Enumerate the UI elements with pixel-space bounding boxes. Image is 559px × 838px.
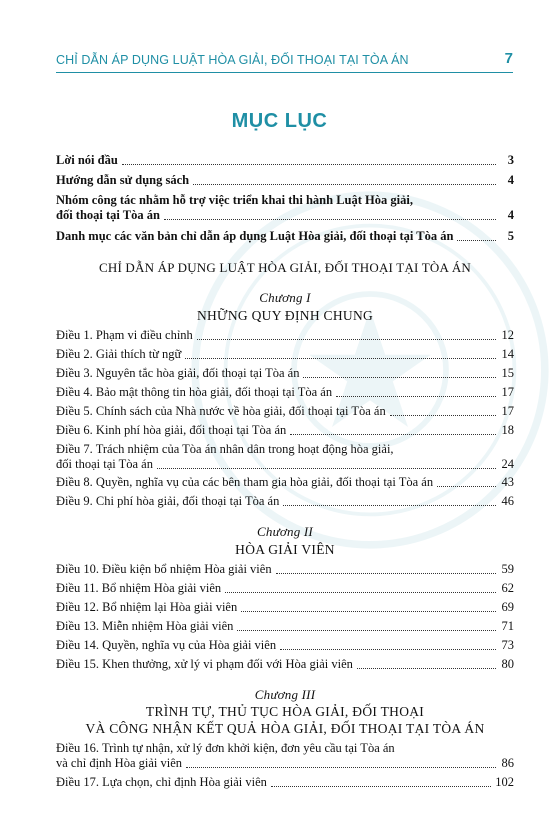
toc-entry-page: 17 <box>501 385 514 399</box>
toc-entry-text: Điều 3. Nguyên tắc hòa giải, đối thoại tại Tòa án <box>56 366 300 380</box>
toc-entry[interactable] <box>56 328 514 343</box>
toc-entry-text-line1: Điều 16. Trình tự nhận, xử lý đơn khởi kiện, đơn yêu cầu tại Tòa án <box>56 741 395 755</box>
dot-leader <box>122 164 496 165</box>
dot-leader <box>303 377 496 378</box>
toc-entry-page: 71 <box>501 619 514 633</box>
dot-leader <box>457 240 496 241</box>
toc-entry[interactable] <box>56 619 514 634</box>
toc-entry-page: 46 <box>501 494 514 508</box>
toc-entry-page: 102 <box>495 775 514 789</box>
toc-entry-text: Hướng dẫn sử dụng sách <box>56 173 190 187</box>
toc-title: MỤC LỤC <box>231 110 328 132</box>
dot-leader <box>437 486 496 487</box>
toc-entry-text: Điều 6. Kinh phí hòa giải, đối thoại tại Tòa án <box>56 423 287 437</box>
dot-leader <box>237 630 496 631</box>
toc-entry[interactable] <box>56 741 514 771</box>
toc-entry-page: 18 <box>501 423 514 437</box>
toc-entry-text: đối thoại tại Tòa án <box>56 208 160 222</box>
page-number: 7 <box>504 50 513 67</box>
toc-entry-text: Điều 15. Khen thưởng, xử lý vi phạm đối với Hòa giải viên <box>56 657 353 671</box>
toc-entry[interactable] <box>56 423 514 438</box>
toc-entry[interactable] <box>56 347 514 362</box>
dot-leader <box>157 468 496 469</box>
toc-entry-text: Điều 2. Giải thích từ ngữ <box>56 347 182 361</box>
toc-entry-page: 73 <box>501 638 514 652</box>
toc-entry[interactable] <box>56 562 514 577</box>
toc-entry-text: Điều 11. Bổ nhiệm Hòa giải viên <box>56 581 222 595</box>
toc-entry-text: Điều 17. Lựa chọn, chỉ định Hòa giải viên <box>56 775 267 789</box>
toc-entry[interactable] <box>56 494 514 509</box>
toc-entry-page: 14 <box>501 347 514 361</box>
dot-leader <box>336 396 496 397</box>
toc-entry-page: 17 <box>501 404 514 418</box>
dot-leader <box>197 339 496 340</box>
toc-entry-page: 15 <box>501 366 514 380</box>
dot-leader <box>164 219 496 220</box>
toc-entry[interactable] <box>56 366 514 381</box>
toc-entry-page: 5 <box>507 229 514 243</box>
dot-leader <box>280 649 496 650</box>
running-header <box>56 50 513 72</box>
chapter-name: HÒA GIẢI VIÊN <box>235 542 335 557</box>
chapter-name-line2: VÀ CÔNG NHẬN KẾT QUẢ HÒA GIẢI, ĐỐI THOẠI TẠI TÒA ÁN <box>85 721 485 736</box>
dot-leader <box>283 505 496 506</box>
header-divider <box>56 72 513 73</box>
chapter-label: Chương III <box>254 687 316 702</box>
toc-entry-text: Điều 5. Chính sách của Nhà nước về hòa giải, đối thoại tại Tòa án <box>56 404 386 418</box>
toc-entry-text: Điều 14. Quyền, nghĩa vụ của Hòa giải viên <box>56 638 277 652</box>
toc-entry[interactable] <box>56 657 514 672</box>
toc-entry-text: Lời nói đầu <box>56 153 118 167</box>
dot-leader <box>390 415 496 416</box>
toc-entry[interactable] <box>56 193 514 223</box>
running-title: CHỈ DẪN ÁP DỤNG LUẬT HÒA GIẢI, ĐỐI THOẠI TẠI TÒA ÁN <box>56 53 409 67</box>
toc-entry-text: đối thoại tại Tòa án <box>56 457 153 471</box>
toc-entry[interactable] <box>56 475 514 490</box>
chapter-label: Chương II <box>257 524 313 539</box>
dot-leader <box>241 611 496 612</box>
dot-leader <box>276 573 496 574</box>
toc-entry[interactable] <box>56 173 514 188</box>
toc-entry[interactable] <box>56 229 514 244</box>
toc-entry[interactable] <box>56 442 514 472</box>
toc-entry[interactable] <box>56 404 514 419</box>
toc-entry[interactable] <box>56 385 514 400</box>
chapter-label: Chương I <box>259 290 311 305</box>
chapter-name-line1: TRÌNH TỰ, THỦ TỤC HÒA GIẢI, ĐỐI THOẠI <box>145 704 425 719</box>
toc-entry-text: Điều 13. Miễn nhiệm Hòa giải viên <box>56 619 234 633</box>
toc-entry-page: 3 <box>507 153 514 167</box>
toc-entry-text: Điều 1. Phạm vi điều chỉnh <box>56 328 193 342</box>
dot-leader <box>357 668 496 669</box>
toc-entry[interactable] <box>56 581 514 596</box>
toc-entry-text: Điều 12. Bổ nhiệm lại Hòa giải viên <box>56 600 238 614</box>
toc-entry[interactable] <box>56 153 514 168</box>
toc-entry-page: 43 <box>501 475 514 489</box>
dot-leader <box>271 786 491 787</box>
chapter-name: NHỮNG QUY ĐỊNH CHUNG <box>196 308 374 323</box>
toc-entry[interactable] <box>56 600 514 615</box>
toc-entry-page: 62 <box>501 581 514 595</box>
toc-entry[interactable] <box>56 775 514 790</box>
dot-leader <box>185 358 496 359</box>
toc-entry-page: 59 <box>501 562 514 576</box>
toc-entry-page: 24 <box>501 457 514 471</box>
toc-entry-text: Điều 9. Chi phí hòa giải, đối thoại tại Tòa án <box>56 494 280 508</box>
toc-entry-text: Danh mục các văn bản chỉ dẫn áp dụng Luật Hòa giải, đối thoại tại Tòa án <box>56 229 454 243</box>
toc-entry-page: 69 <box>501 600 514 614</box>
toc-entry-text: Điều 10. Điều kiện bổ nhiệm Hòa giải viên <box>56 562 272 576</box>
section-heading: CHỈ DẪN ÁP DỤNG LUẬT HÒA GIẢI, ĐỐI THOẠI TẠI TÒA ÁN <box>98 260 472 275</box>
toc-entry[interactable] <box>56 638 514 653</box>
toc-entry-page: 12 <box>501 328 514 342</box>
toc-entry-text-line1: Điều 7. Trách nhiệm của Tòa án nhân dân trong hoạt động hòa giải, <box>56 442 394 456</box>
dot-leader <box>225 592 496 593</box>
toc-entry-text: và chỉ định Hòa giải viên <box>56 756 183 770</box>
dot-leader <box>290 434 496 435</box>
dot-leader <box>193 184 496 185</box>
toc-entry-page: 4 <box>507 173 514 187</box>
toc-entry-page: 86 <box>501 756 514 770</box>
toc-entry-page: 80 <box>501 657 514 671</box>
toc-entry-text-line1: Nhóm công tác nhằm hỗ trợ việc triển khai thi hành Luật Hòa giải, <box>56 193 413 207</box>
toc-entry-text: Điều 8. Quyền, nghĩa vụ của các bên tham gia hòa giải, đối thoại tại Tòa án <box>56 475 434 489</box>
toc-entry-text: Điều 4. Bảo mật thông tin hòa giải, đối thoại tại Tòa án <box>56 385 333 399</box>
toc-entry-page: 4 <box>507 208 514 222</box>
dot-leader <box>186 767 496 768</box>
